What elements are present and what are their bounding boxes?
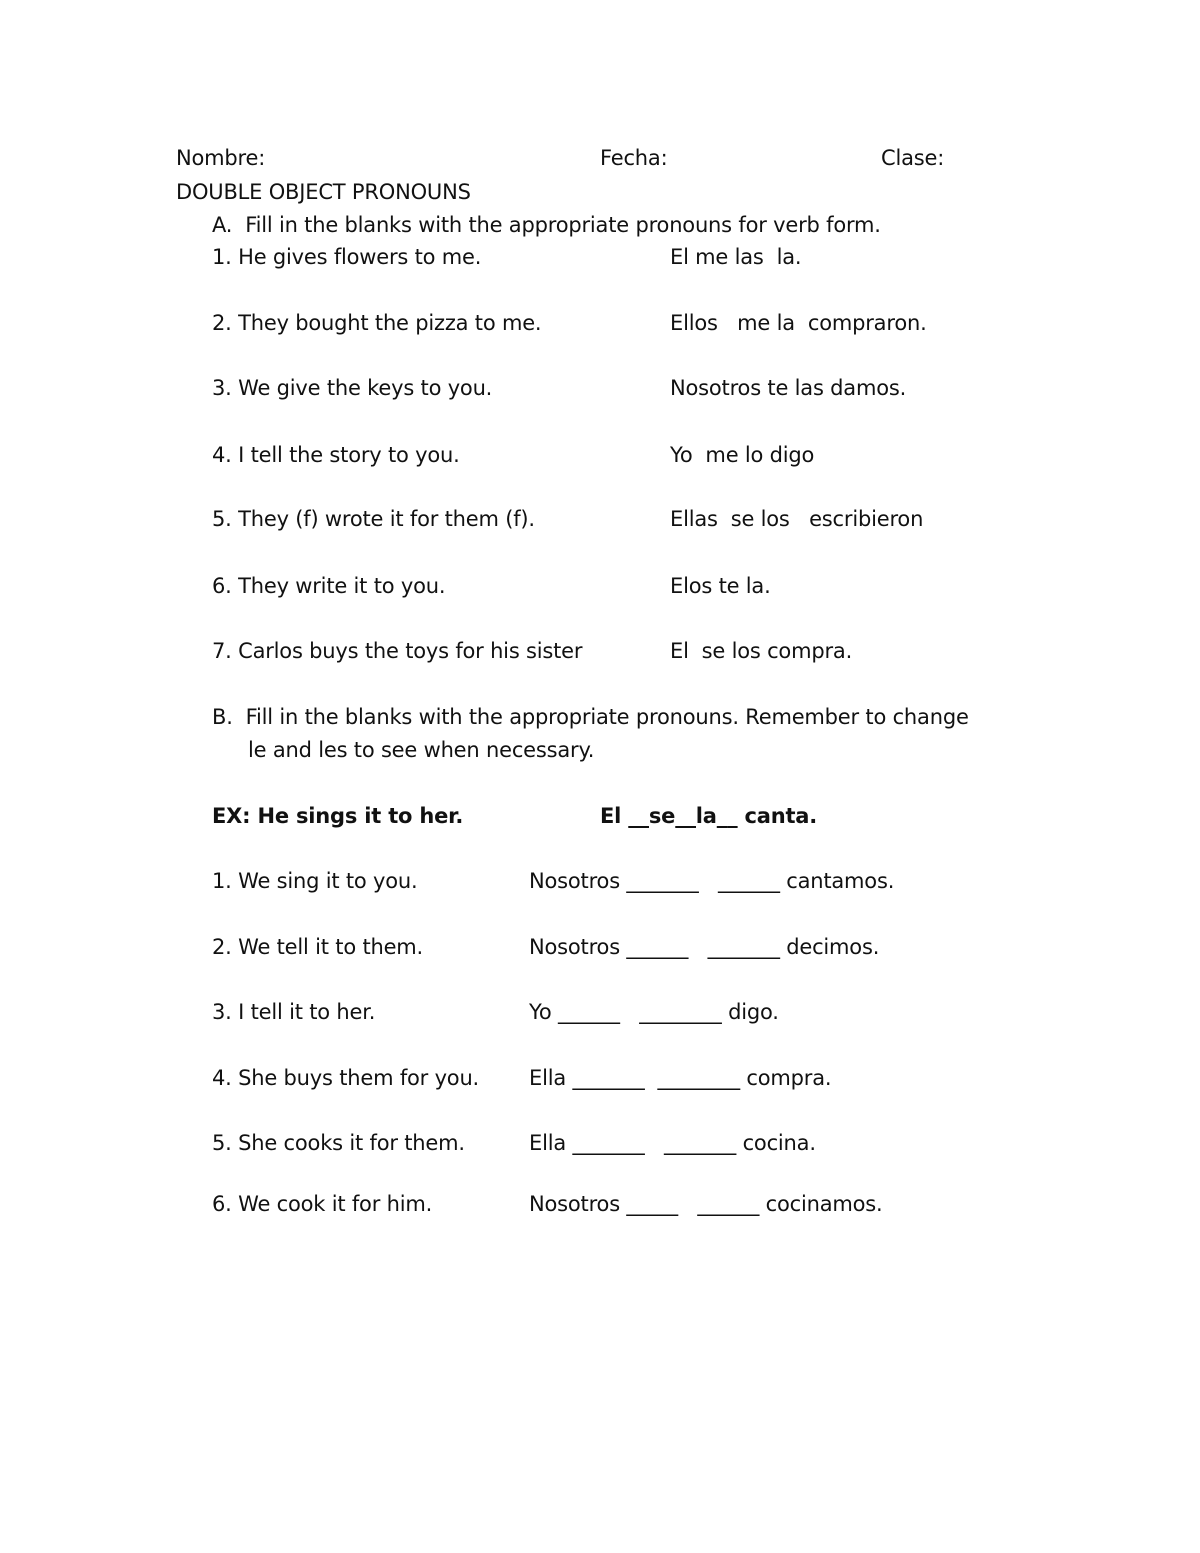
section-b-item-1-english: 1. We sing it to you. bbox=[212, 869, 418, 893]
section-b-item-2-spanish: Nosotros ______ _______ decimos. bbox=[529, 935, 880, 959]
section-b-example-english: EX: He sings it to her. bbox=[212, 804, 464, 828]
section-a-item-3-english: 3. We give the keys to you. bbox=[212, 376, 493, 400]
section-b-example-spanish: El __se__la__ canta. bbox=[600, 804, 818, 828]
fecha-label: Fecha: bbox=[600, 146, 668, 170]
section-b-item-3-english: 3. I tell it to her. bbox=[212, 1000, 376, 1024]
section-a-item-1-english: 1. He gives flowers to me. bbox=[212, 245, 482, 269]
section-a-item-6-spanish: Elos te la. bbox=[670, 574, 771, 598]
section-a-item-7-english: 7. Carlos buys the toys for his sister bbox=[212, 639, 583, 663]
section-a-item-5-english: 5. They (f) wrote it for them (f). bbox=[212, 507, 535, 531]
section-b-instruction-line-2: le and les to see when necessary. bbox=[248, 738, 595, 762]
section-a-item-6-english: 6. They write it to you. bbox=[212, 574, 446, 598]
section-a-item-7-spanish: El se los compra. bbox=[670, 639, 853, 663]
section-b-instruction-line-1: B. Fill in the blanks with the appropriate pronouns. Remember to change bbox=[212, 705, 969, 729]
section-a-instruction: A. Fill in the blanks with the appropriate pronouns for verb form. bbox=[212, 213, 881, 237]
section-a-item-1-spanish: El me las la. bbox=[670, 245, 802, 269]
clase-label: Clase: bbox=[881, 146, 945, 170]
section-b-item-5-spanish: Ella _______ _______ cocina. bbox=[529, 1131, 816, 1155]
section-b-item-6-english: 6. We cook it for him. bbox=[212, 1192, 433, 1216]
section-b-item-5-english: 5. She cooks it for them. bbox=[212, 1131, 465, 1155]
section-a-item-2-english: 2. They bought the pizza to me. bbox=[212, 311, 542, 335]
section-a-item-2-spanish: Ellos me la compraron. bbox=[670, 311, 927, 335]
section-b-item-3-spanish: Yo ______ ________ digo. bbox=[529, 1000, 779, 1024]
section-a-item-3-spanish: Nosotros te las damos. bbox=[670, 376, 907, 400]
section-b-item-4-spanish: Ella _______ ________ compra. bbox=[529, 1066, 832, 1090]
worksheet-title: DOUBLE OBJECT PRONOUNS bbox=[176, 180, 471, 204]
section-a-item-5-spanish: Ellas se los escribieron bbox=[670, 507, 924, 531]
section-b-item-4-english: 4. She buys them for you. bbox=[212, 1066, 480, 1090]
section-b-item-1-spanish: Nosotros _______ ______ cantamos. bbox=[529, 869, 895, 893]
section-a-item-4-spanish: Yo me lo digo bbox=[670, 443, 815, 467]
section-a-item-4-english: 4. I tell the story to you. bbox=[212, 443, 460, 467]
nombre-label: Nombre: bbox=[176, 146, 266, 170]
section-b-item-2-english: 2. We tell it to them. bbox=[212, 935, 424, 959]
section-b-item-6-spanish: Nosotros _____ ______ cocinamos. bbox=[529, 1192, 883, 1216]
